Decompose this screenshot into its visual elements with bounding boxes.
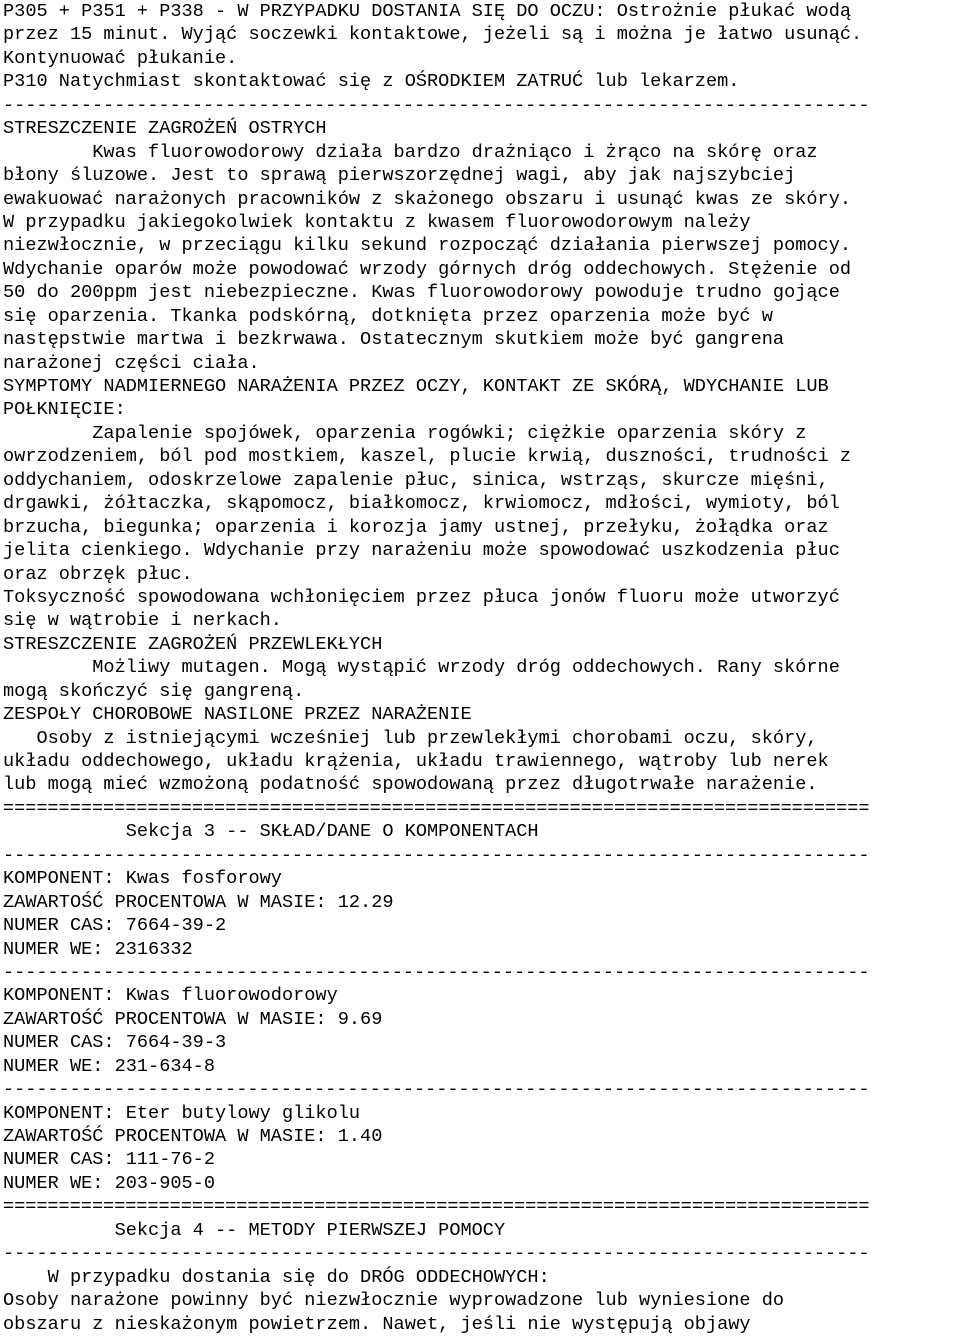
text-line: Możliwy mutagen. Mogą wystąpić wrzody dróg oddechowych. Rany skórne — [3, 657, 840, 679]
text-line: oraz obrzęk płuc. — [3, 563, 193, 585]
text-line: się w wątrobie i nerkach. — [3, 610, 282, 632]
text-line: oddychaniem, odoskrzelowe zapalenie płuc, sinica, wstrząs, skurcze mięśni, — [3, 469, 829, 491]
text-line: ZAWARTOŚĆ PROCENTOWA W MASIE: 12.29 — [3, 891, 394, 913]
text-line: lub mogą mieć wzmożoną podatność spowodowaną przez długotrwałe narażenie. — [3, 774, 818, 796]
text-line: niezwłocznie, w przeciągu kilku sekund rozpocząć działania pierwszej pomocy. — [3, 235, 852, 257]
separator-rule: ============================================================================== — [3, 1196, 870, 1218]
text-line: KOMPONENT: Eter butylowy glikolu — [3, 1102, 361, 1124]
text-line: P310 Natychmiast skontaktować się z OŚRODKIEM ZATRUĆ lub lekarzem. — [3, 71, 740, 93]
separator-rule: ------------------------------------------------------------------------------ — [3, 1079, 870, 1101]
separator-rule: ------------------------------------------------------------------------------ — [3, 961, 870, 983]
text-line: 50 do 200ppm jest niebezpieczne. Kwas fluorowodorowy powoduje trudno gojące — [3, 282, 840, 304]
text-line: KOMPONENT: Kwas fosforowy — [3, 868, 282, 890]
text-line: Zapalenie spojówek, oparzenia rogówki; ciężkie oparzenia skóry z — [3, 422, 807, 444]
text-line: NUMER CAS: 111-76-2 — [3, 1149, 216, 1171]
text-line: owrzodzeniem, ból pod mostkiem, kaszel, plucie krwią, duszności, trudności z — [3, 446, 852, 468]
separator-rule: ------------------------------------------------------------------------------ — [3, 94, 870, 116]
text-line: Osoby z istniejącymi wcześniej lub przewlekłymi chorobami oczu, skóry, — [3, 727, 818, 749]
text-line: NUMER WE: 203-905-0 — [3, 1172, 216, 1194]
separator-rule: ------------------------------------------------------------------------------ — [3, 1243, 870, 1265]
section-heading: STRESZCZENIE ZAGROŻEŃ OSTRYCH — [3, 118, 327, 140]
document-body — [3, 0, 960, 1336]
text-line: NUMER WE: 231-634-8 — [3, 1055, 216, 1077]
text-line: Osoby narażone powinny być niezwłocznie wyprowadzone lub wyniesione do — [3, 1290, 785, 1312]
text-line: Toksyczność spowodowana wchłonięciem przez płuca jonów fluoru może utworzyć — [3, 586, 840, 608]
section-heading: POŁKNIĘCIE: — [3, 399, 126, 421]
text-line: się oparzenia. Tkanka podskórną, dotknięta przez oparzenia może być w — [3, 305, 773, 327]
section-heading: Sekcja 4 -- METODY PIERWSZEJ POMOCY — [3, 1219, 506, 1241]
text-line: brzucha, biegunka; oparzenia i korozja jamy ustnej, przełyku, żołądka oraz — [3, 516, 829, 538]
section-heading: Sekcja 3 -- SKŁAD/DANE O KOMPONENTACH — [3, 821, 539, 843]
text-line: W przypadku dostania się do DRÓG ODDECHOWYCH: — [3, 1266, 550, 1288]
text-line: W przypadku jakiegokolwiek kontaktu z kwasem fluorowodorowym należy — [3, 211, 751, 233]
text-line: ZAWARTOŚĆ PROCENTOWA W MASIE: 1.40 — [3, 1126, 383, 1147]
text-line: obszaru z nieskażonym powietrzem. Nawet, jeśli nie występują objawy — [3, 1313, 751, 1335]
section-heading: ZESPOŁY CHOROBOWE NASILONE PRZEZ NARAŻENIE — [3, 704, 472, 726]
text-line: jelita cienkiego. Wdychanie przy narażeniu może spowodować uszkodzenia płuc — [3, 540, 840, 562]
text-line: mogą skończyć się gangreną. — [3, 680, 305, 702]
text-line: NUMER WE: 2316332 — [3, 938, 193, 960]
text-line: Wdychanie oparów może powodować wrzody górnych dróg oddechowych. Stężenie od — [3, 258, 852, 280]
text-line: przez 15 minut. Wyjąć soczewki kontaktowe, jeżeli są i można je łatwo usunąć. — [3, 24, 863, 46]
text-line: Kwas fluorowodorowy działa bardzo drażniąco i żrąco na skórę oraz — [3, 141, 818, 163]
text-line: drgawki, żółtaczka, skąpomocz, białkomocz, krwiomocz, mdłości, wymioty, ból — [3, 493, 840, 515]
separator-rule: ============================================================================== — [3, 797, 870, 819]
text-line: ZAWARTOŚĆ PROCENTOWA W MASIE: 9.69 — [3, 1008, 383, 1030]
text-line: NUMER CAS: 7664-39-2 — [3, 915, 227, 937]
text-line: układu oddechowego, układu krążenia, układu trawiennego, wątroby lub nerek — [3, 751, 829, 772]
text-line: ewakuować narażonych pracowników z skażonego obszaru i usunąć kwas ze skóry. — [3, 188, 852, 210]
text-line: P305 + P351 + P338 - W PRZYPADKU DOSTANIA SIĘ DO OCZU: Ostrożnie płukać wodą — [3, 1, 852, 22]
section-heading: SYMPTOMY NADMIERNEGO NARAŻENIA PRZEZ OCZY, KONTAKT ZE SKÓRĄ, WDYCHANIE LUB — [3, 376, 829, 397]
text-line: Kontynuować płukanie. — [3, 47, 238, 69]
text-line: następstwie martwa i bezkrwawa. Ostatecznym skutkiem może być gangrena — [3, 329, 785, 351]
text-line: narażonej części ciała. — [3, 352, 260, 374]
separator-rule: ------------------------------------------------------------------------------ — [3, 844, 870, 866]
text-line: NUMER CAS: 7664-39-3 — [3, 1032, 227, 1054]
section-heading: STRESZCZENIE ZAGROŻEŃ PRZEWLEKŁYCH — [3, 633, 383, 655]
text-line: KOMPONENT: Kwas fluorowodorowy — [3, 985, 338, 1007]
text-line: błony śluzowe. Jest to sprawą pierwszorzędnej wagi, aby jak najszybciej — [3, 165, 796, 187]
